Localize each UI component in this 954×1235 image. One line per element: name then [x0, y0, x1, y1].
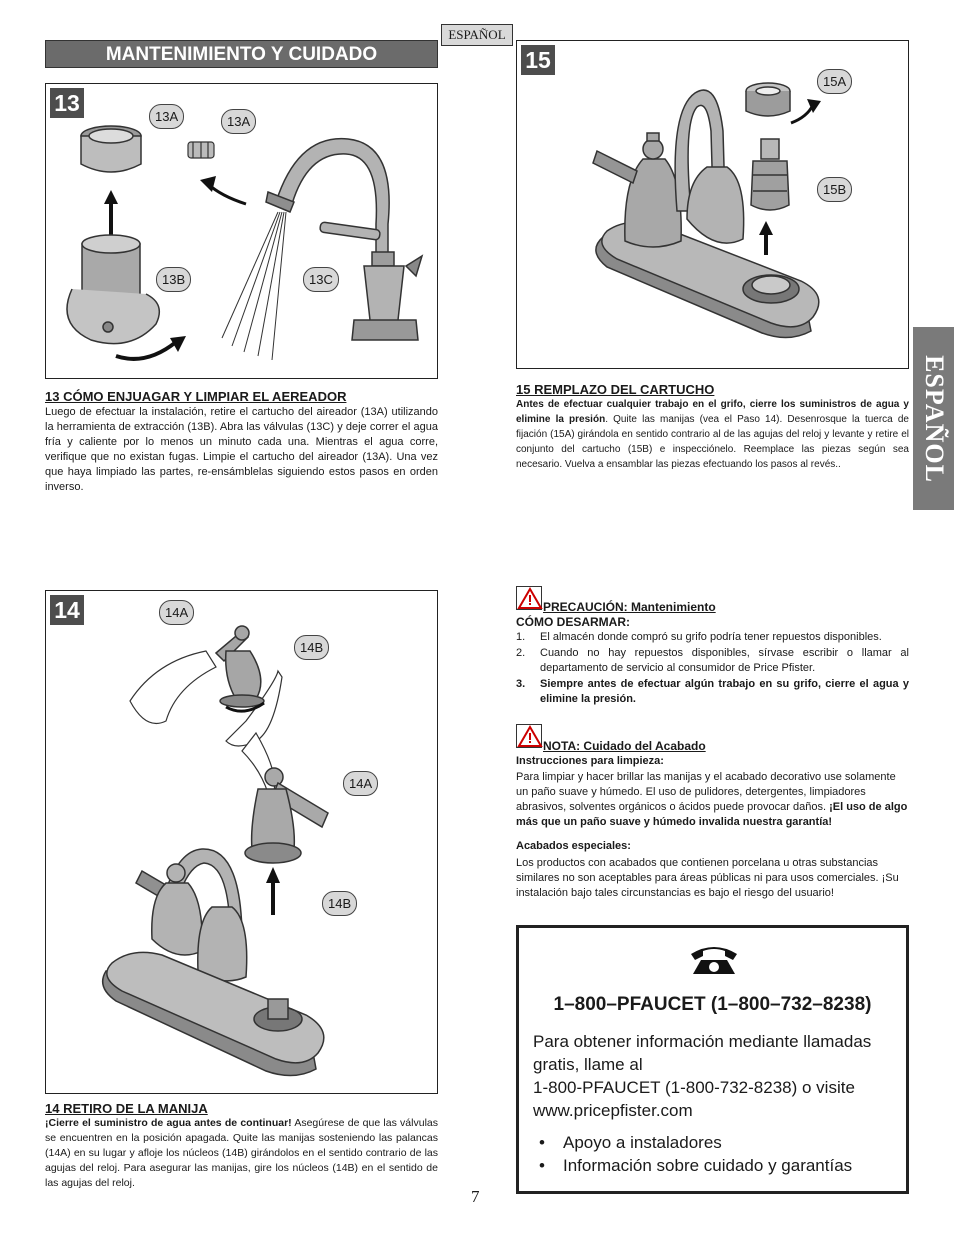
- callout-14b-middle: 14B: [322, 891, 357, 916]
- up-arrow-13: [104, 190, 118, 238]
- up-arrow-14: [266, 867, 280, 915]
- callout-15a: 15A: [817, 69, 852, 94]
- note-title: NOTA: Cuidado del Acabado: [543, 739, 706, 753]
- side-tab-label: ESPAÑOL: [919, 354, 949, 483]
- side-language-tab: [913, 327, 954, 510]
- step15-body-bold: Antes de efectuar cualquier trabajo en el grifo, cierre los suministros de agua y elimine la presión: [516, 399, 909, 425]
- cleaning-body-text: Para limpiar y hacer brillar las manijas y el acabado decorativo use solamente un paño suave y húmedo. El uso de pulidores, detergentes, limpiadores abrasivos, solventes orgánicos o ácidos puede provocar daños.: [516, 771, 896, 813]
- cleaning-body-bold: ¡El uso de algo más que un paño suave y húmedo invalida nuestra garantía!: [516, 801, 908, 828]
- handle-drawing-14-top: [216, 626, 264, 707]
- step13-body: Luego de efectuar la instalación, retire el cartucho del aireador (13A) utilizando la herramienta de extracción (13B). Abra las válvulas (13C) y deje correr el agua fría y caliente por lo menos un minuto cada una. Mientras el agua corre, verifique que no existan fugas. Limpie el cartucho del aireador (13A). Una vez que haya limpiado las partes, re-ensámblelas siguiendo estos pasos en orden inverso.: [45, 406, 438, 493]
- retaining-nut-drawing: [746, 83, 790, 116]
- caution-item: 2. Cuando no hay repuestos disponibles, sírvase escribir o llamar al departamento de servicio al consumidor de Price Pfister.: [516, 647, 909, 674]
- step14-heading: 14 RETIRO DE LA MANIJA: [45, 1101, 208, 1116]
- small-aerator-drawing: [188, 142, 214, 158]
- special-finishes-title: Acabados especiales:: [516, 840, 631, 852]
- step-number-14: 14: [50, 595, 84, 625]
- figure-15: [516, 40, 909, 369]
- water-streams: [222, 212, 286, 360]
- cleaning-body: [516, 770, 909, 830]
- step14-body: [45, 1116, 438, 1191]
- callout-13a-right: 13A: [221, 109, 256, 134]
- step13-heading: 13 CÓMO ENJUAGAR Y LIMPIAR EL AEREADOR: [45, 389, 347, 404]
- cleaning-title: Instrucciones para limpieza:: [516, 755, 664, 767]
- caution-item: 1. El almacén donde compró su grifo podría tener repuestos disponibles.: [516, 631, 882, 643]
- step-number-13: 13: [50, 88, 84, 118]
- rotate-arrow-13b: [116, 342, 176, 359]
- note-warning-icon: [516, 724, 542, 748]
- contact-line1: Para obtener información mediante llamadas gratis, llame al: [533, 1032, 872, 1074]
- callout-14a-middle: 14A: [343, 771, 378, 796]
- contact-paragraph: [533, 1030, 903, 1122]
- callout-15b: 15B: [817, 177, 852, 202]
- step-number-15: 15: [521, 45, 555, 75]
- figure-13: [45, 83, 438, 379]
- caution-item: 3. Siempre antes de efectuar algún trabajo en su grifo, cierre el agua y elimine la presión.: [516, 678, 909, 705]
- contact-bullet: • Información sobre cuidado y garantías: [539, 1154, 852, 1177]
- step15-body: [516, 397, 909, 472]
- rotate-arrow-13a: [208, 184, 246, 204]
- callout-13a-left: 13A: [149, 104, 184, 129]
- removal-tool-drawing: [67, 235, 159, 344]
- caution-subtitle: CÓMO DESARMAR:: [516, 615, 630, 629]
- up-arrow-15: [759, 221, 773, 255]
- contact-box: [516, 925, 909, 1194]
- page-number: 7: [471, 1187, 480, 1206]
- language-tag: ESPAÑOL: [441, 24, 513, 46]
- contact-line2: 1-800-PFAUCET (1-800-732-8238) o visite www.pricepfister.com: [533, 1078, 855, 1120]
- step15-body-rest: . Quite las manijas (vea el Paso 14). Desenrosque la tuerca de fijación (15A) girándola en sentido contrario al de las agujas del reloj y levante y retire el conjunto del cartucho (15B) e inspecciónelo. Reemplace las piezas según sea necesario. Vuelva a ensamblar las piezas efectuando los pasos al revés..: [516, 414, 909, 470]
- caution-list: [516, 630, 909, 708]
- handle-removal-illustration: [46, 591, 438, 1094]
- aerator-cartridge-drawing: [81, 126, 141, 172]
- step15-heading: 15 REMPLAZO DEL CARTUCHO: [516, 382, 715, 397]
- caution-title: PRECAUCIÓN: Mantenimiento: [543, 600, 716, 614]
- figure-14: [45, 590, 438, 1094]
- faucet-drawing-14: [103, 849, 324, 1076]
- special-finishes-body: Los productos con acabados que contienen porcelana u otras substancias similares no son aceptables para áreas públicas ni para usos comerciales. ¡Su instalación bajo tales circunstancias es bajo el riesgo del usuario!: [516, 857, 899, 899]
- caution-warning-icon: [516, 586, 542, 610]
- cartridge-illustration: [517, 41, 909, 369]
- cartridge-drawing: [751, 139, 789, 210]
- faucet-drawing-13: [266, 139, 422, 340]
- phone-number: 1–800–PFAUCET (1–800–732–8238): [553, 994, 872, 1015]
- handle-drawing-14-middle: [245, 768, 328, 863]
- callout-13b: 13B: [156, 267, 191, 292]
- valve-cover-drawing: [625, 133, 681, 247]
- rotate-arrow-15a: [791, 105, 813, 123]
- callout-13c: 13C: [303, 267, 339, 292]
- contact-bullets: [539, 1131, 852, 1177]
- section-title: MANTENIMIENTO Y CUIDADO: [45, 40, 438, 68]
- telephone-icon: [687, 942, 741, 976]
- callout-14a-top: 14A: [159, 600, 194, 625]
- contact-bullet: • Apoyo a instaladores: [539, 1131, 852, 1154]
- step14-body-rest: Asegúrese de que las válvulas se encuentren en la posición apagada. Quite las manijas sosteniendo las palancas (14A) en su lugar y afloje los núcleos (14B) girándolos en el sentido contrario de las agujas del reloj. Para asegurar las manijas, gire los núcleos (14B) en el sentido de las agujas del reloj.: [45, 1117, 438, 1189]
- step14-body-bold: ¡Cierre el suministro de agua antes de continuar!: [45, 1117, 292, 1129]
- callout-14b-top: 14B: [294, 635, 329, 660]
